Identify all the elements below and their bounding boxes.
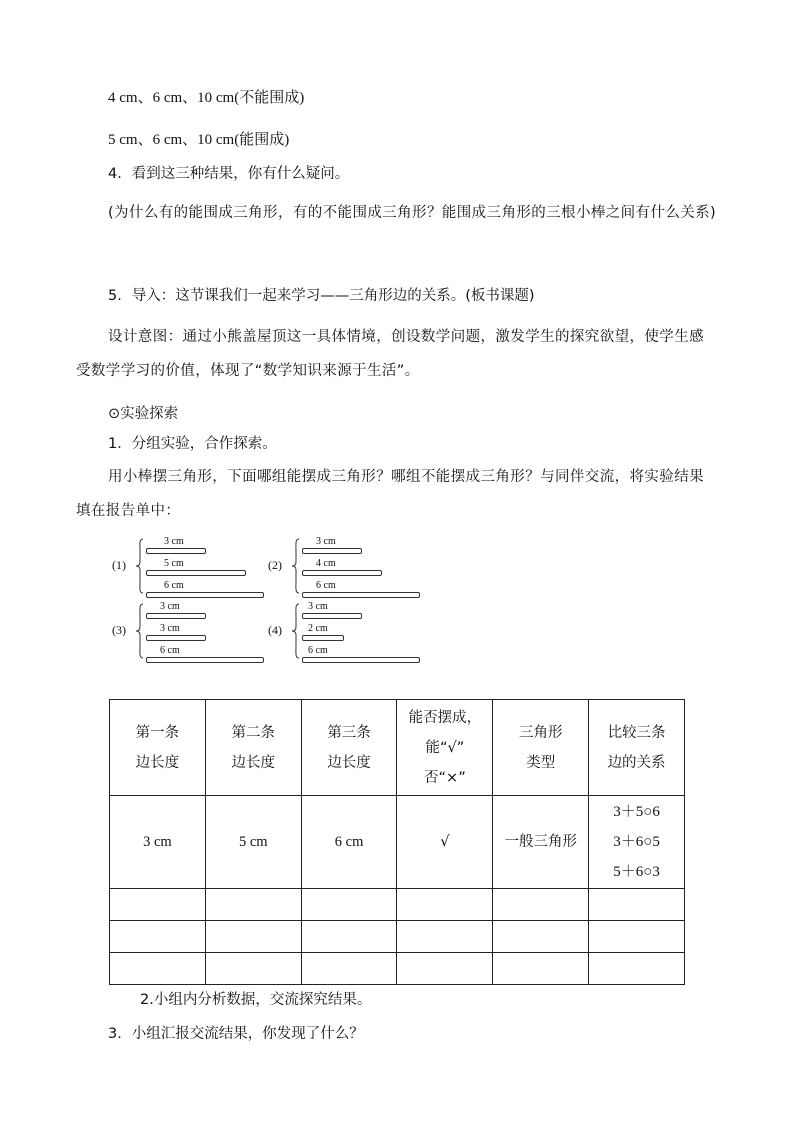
stick xyxy=(302,592,420,598)
stick xyxy=(146,592,264,598)
empty-cell[interactable] xyxy=(493,889,589,921)
group-label: (1) xyxy=(112,558,126,572)
table-row xyxy=(110,921,685,953)
stick-label: 6 cm xyxy=(160,645,180,656)
stick xyxy=(302,548,362,554)
header-text: 能“√” xyxy=(425,739,465,756)
stick xyxy=(146,635,206,641)
step-2: 2.小组内分析数据，交流探究结果。 xyxy=(140,992,372,1008)
header-text: 能否摆成， xyxy=(408,709,482,726)
header-text: 三角形 xyxy=(518,724,563,741)
relation-cell xyxy=(589,796,685,889)
instruction-text: 用小棒摆三角形，下面哪组能摆成三角形？哪组不能摆成三角形？与同伴交流，将实验结果填在报告单中： xyxy=(76,469,704,519)
empty-cell[interactable] xyxy=(110,889,206,921)
second-side-cell: 5 cm xyxy=(205,796,301,889)
relation-line: 3＋6○5 xyxy=(613,834,660,850)
brace-icon xyxy=(292,603,300,659)
table-row xyxy=(110,953,685,985)
question-4: 4．看到这三种结果，你有什么疑问。 xyxy=(108,166,350,182)
brace-icon xyxy=(136,538,144,594)
design-intent-text: 设计意图：通过小熊盖屋顶这一具体情境，创设数学问题，激发学生的探究欲望，使学生感受数学学习的价值，体现了“数学知识来源于生活”。 xyxy=(76,329,704,379)
first-side-cell: 3 cm xyxy=(110,796,206,889)
header-cell xyxy=(301,700,397,796)
stick-label: 3 cm xyxy=(160,601,180,612)
stick xyxy=(146,613,206,619)
brace-icon xyxy=(136,603,144,659)
header-cell xyxy=(589,700,685,796)
step-3: 3．小组汇报交流结果，你发现了什么？ xyxy=(108,1026,364,1042)
stick-label: 6 cm xyxy=(164,580,184,591)
step-1: 1．分组实验，合作探索。 xyxy=(108,436,277,452)
brace-icon xyxy=(292,538,300,594)
empty-cell[interactable] xyxy=(397,921,493,953)
empty-cell[interactable] xyxy=(205,889,301,921)
table-row xyxy=(110,889,685,921)
header-cell xyxy=(493,700,589,796)
stick-label: 2 cm xyxy=(308,623,328,634)
triangle-type-cell: 一般三角形 xyxy=(493,796,589,889)
group-label: (2) xyxy=(268,558,282,572)
empty-cell[interactable] xyxy=(397,953,493,985)
stick-label: 3 cm xyxy=(164,536,184,547)
header-text: 边长度 xyxy=(135,754,180,771)
header-cell xyxy=(205,700,301,796)
empty-cell[interactable] xyxy=(589,953,685,985)
stick xyxy=(146,570,246,576)
question-4-answer-text: (为什么有的能围成三角形，有的不能围成三角形？能围成三角形的三根小棒之间有什么关系) xyxy=(108,205,717,221)
stick-group-3 xyxy=(112,600,282,662)
question-5: 5．导入：这节课我们一起来学习——三角形边的关系。(板书课题) xyxy=(108,288,535,304)
table-header-row xyxy=(110,700,685,796)
stick-group-2 xyxy=(268,535,438,597)
header-cell xyxy=(397,700,493,796)
header-text: 第一条 xyxy=(135,724,180,741)
report-table xyxy=(109,699,685,985)
table-row xyxy=(110,796,685,889)
relation-line: 5＋6○3 xyxy=(613,864,660,880)
empty-cell[interactable] xyxy=(301,953,397,985)
design-intent xyxy=(76,320,718,388)
empty-cell[interactable] xyxy=(110,921,206,953)
third-side-cell: 6 cm xyxy=(301,796,397,889)
group-label: (4) xyxy=(268,623,282,637)
header-text: 类型 xyxy=(526,754,556,771)
stick xyxy=(302,635,344,641)
question-4-answer xyxy=(76,196,718,230)
stick xyxy=(302,570,382,576)
empty-cell[interactable] xyxy=(110,953,206,985)
empty-cell[interactable] xyxy=(493,921,589,953)
header-text: 比较三条 xyxy=(607,724,666,741)
stick-label: 6 cm xyxy=(308,645,328,656)
stick-label: 3 cm xyxy=(316,536,336,547)
empty-cell[interactable] xyxy=(589,889,685,921)
empty-cell[interactable] xyxy=(493,953,589,985)
empty-cell[interactable] xyxy=(397,889,493,921)
relation-line: 3＋5○6 xyxy=(613,804,660,820)
can-form-cell: √ xyxy=(397,796,493,889)
stick-label: 3 cm xyxy=(160,623,180,634)
stick-label: 6 cm xyxy=(316,580,336,591)
empty-cell[interactable] xyxy=(205,921,301,953)
stick-group-1 xyxy=(112,535,282,597)
group-label: (3) xyxy=(112,623,126,637)
stick xyxy=(146,548,206,554)
empty-cell[interactable] xyxy=(589,921,685,953)
stick-label: 4 cm xyxy=(316,558,336,569)
header-cell xyxy=(110,700,206,796)
header-text: 边的关系 xyxy=(607,754,666,771)
header-text: 边长度 xyxy=(327,754,371,771)
stick xyxy=(302,657,420,663)
section-title: ⊙实验探索 xyxy=(108,406,179,422)
header-text: 第三条 xyxy=(327,724,371,741)
stick xyxy=(146,657,264,663)
header-text: 边长度 xyxy=(231,754,275,771)
stick-label: 5 cm xyxy=(164,558,184,569)
instruction xyxy=(76,460,718,528)
stick-group-4 xyxy=(268,600,438,662)
header-text: 否“×” xyxy=(424,769,466,786)
empty-cell[interactable] xyxy=(205,953,301,985)
intro-line-2: 5 cm、6 cm、10 cm(能围成) xyxy=(108,132,290,148)
sticks-figure xyxy=(112,530,432,665)
empty-cell[interactable] xyxy=(301,921,397,953)
empty-cell[interactable] xyxy=(301,889,397,921)
header-text: 第二条 xyxy=(231,724,275,741)
stick-label: 3 cm xyxy=(308,601,328,612)
stick xyxy=(302,613,362,619)
intro-line-1: 4 cm、6 cm、10 cm(不能围成) xyxy=(108,90,305,106)
